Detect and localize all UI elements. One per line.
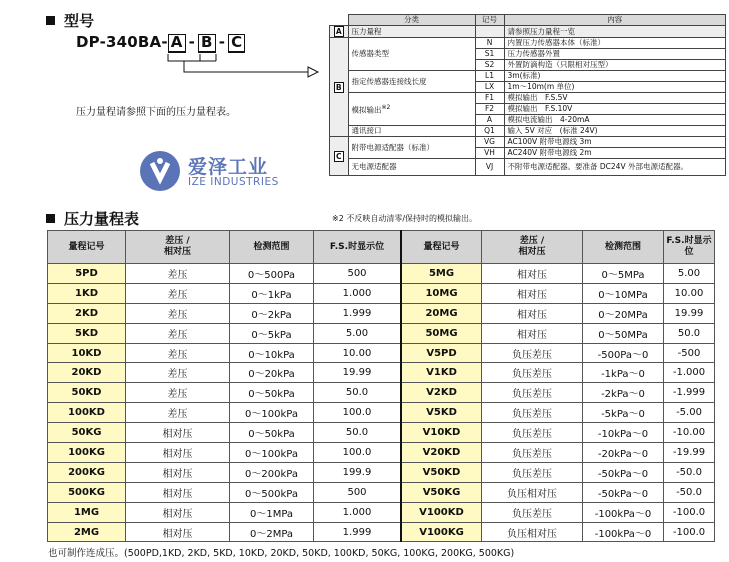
pressure-type-cell: 负压差压 <box>482 502 583 522</box>
fs-display-cell: -1.000 <box>664 363 715 383</box>
fs-display-cell: 19.99 <box>664 303 715 323</box>
detect-range-cell: 0～100kPa <box>230 443 314 463</box>
range-code-cell: 5MG <box>401 264 482 284</box>
bullet-square-icon <box>46 214 55 223</box>
table-row <box>48 423 715 443</box>
detect-range-cell: 0～5MPa <box>583 264 664 284</box>
pressure-type-cell: 相对压 <box>482 303 583 323</box>
range-code-cell: 5PD <box>48 264 126 284</box>
spec-category: 指定传感器连接线长度 <box>348 71 475 93</box>
detect-range-cell: 0～100kPa <box>230 403 314 423</box>
spec-code: F2 <box>475 104 504 115</box>
detect-range-cell: 0～10MPa <box>583 283 664 303</box>
spec-category: 传感器类型 <box>348 38 475 71</box>
range-code-cell: 50KD <box>48 383 126 403</box>
detect-range-cell: -20kPa～0 <box>583 443 664 463</box>
arrow-right-icon <box>308 67 318 77</box>
pressure-type-cell: 负压差压 <box>482 443 583 463</box>
pressure-type-cell: 差压 <box>126 264 230 284</box>
bullet-square-icon <box>46 16 55 25</box>
model-prefix: DP-340BA- <box>76 33 168 51</box>
header-type: 差压 / 相对压 <box>126 231 230 264</box>
range-code-cell: 50MG <box>401 323 482 343</box>
pressure-type-cell: 差压 <box>126 283 230 303</box>
fs-display-cell: 1.999 <box>314 522 402 542</box>
pressure-type-cell: 负压差压 <box>482 363 583 383</box>
fs-display-cell: 10.00 <box>314 343 402 363</box>
range-code-cell: 200KG <box>48 462 126 482</box>
detect-range-cell: 0～20kPa <box>230 363 314 383</box>
fs-display-cell: 50.0 <box>664 323 715 343</box>
table-row <box>48 443 715 463</box>
spec-code: F1 <box>475 93 504 104</box>
spec-content: 模拟输出 F.S.10V <box>504 104 726 115</box>
pressure-type-cell: 负压相对压 <box>482 522 583 542</box>
range-code-cell: 1MG <box>48 502 126 522</box>
spec-content: 3m(标准) <box>504 71 726 82</box>
range-code-cell: 500KG <box>48 482 126 502</box>
spec-code: N <box>475 38 504 49</box>
detect-range-cell: -50kPa～0 <box>583 482 664 502</box>
range-code-cell: 100KG <box>48 443 126 463</box>
slot-b: B <box>198 34 216 53</box>
fs-display-cell: -50.0 <box>664 482 715 502</box>
range-code-cell: V1KD <box>401 363 482 383</box>
spec-table <box>329 14 726 176</box>
detect-range-cell: 0～5kPa <box>230 323 314 343</box>
table-row <box>48 482 715 502</box>
header-type: 差压 / 相对压 <box>482 231 583 264</box>
range-code-cell: V50KG <box>401 482 482 502</box>
table-row <box>48 343 715 363</box>
spec-code: VH <box>475 148 504 159</box>
range-note: 压力量程请参照下面的压力量程表。 <box>76 107 236 118</box>
fs-display-cell: -1.999 <box>664 383 715 403</box>
fs-display-cell: 500 <box>314 264 402 284</box>
pressure-type-cell: 负压差压 <box>482 343 583 363</box>
header-fs-display: F.S.时显示位 <box>664 231 715 264</box>
detect-range-cell: 0～2MPa <box>230 522 314 542</box>
spec-content: 外置防滴构造（只限相对压型） <box>504 60 726 71</box>
pressure-type-cell: 相对压 <box>126 462 230 482</box>
range-code-cell: 2KD <box>48 303 126 323</box>
range-code-cell: 10KD <box>48 343 126 363</box>
spec-code: Q1 <box>475 126 504 137</box>
pressure-type-cell: 差压 <box>126 343 230 363</box>
fs-display-cell: 100.0 <box>314 443 402 463</box>
slot-c: C <box>228 34 245 53</box>
fs-display-cell: 10.00 <box>664 283 715 303</box>
range-table <box>47 230 715 542</box>
table-row <box>48 283 715 303</box>
pressure-type-cell: 相对压 <box>482 264 583 284</box>
table-row <box>48 502 715 522</box>
fs-display-cell: 50.0 <box>314 383 402 403</box>
fs-display-cell: 199.9 <box>314 462 402 482</box>
spec-content: 不附带电源适配器。要准备 DC24V 外部电源适配器。 <box>504 159 726 176</box>
range-code-cell: V20KD <box>401 443 482 463</box>
fs-display-cell: 19.99 <box>314 363 402 383</box>
header-range-code: 量程记号 <box>48 231 126 264</box>
spec-content: 压力传感器外置 <box>504 49 726 60</box>
fs-display-cell: 1.999 <box>314 303 402 323</box>
pressure-type-cell: 负压差压 <box>482 462 583 482</box>
pressure-type-cell: 相对压 <box>126 502 230 522</box>
table-row <box>48 403 715 423</box>
fs-display-cell: 100.0 <box>314 403 402 423</box>
spec-code: VG <box>475 137 504 148</box>
header-detect-range: 检测范围 <box>583 231 664 264</box>
header-fs-display: F.S.时显示位 <box>314 231 402 264</box>
pressure-type-cell: 差压 <box>126 303 230 323</box>
table-row <box>48 522 715 542</box>
model-code <box>76 33 245 53</box>
spec-row-c <box>330 159 726 176</box>
pressure-type-cell: 相对压 <box>126 522 230 542</box>
spec-content: 模拟电流输出 4-20mA <box>504 115 726 126</box>
fs-display-cell: -19.99 <box>664 443 715 463</box>
spec-category: 模拟输出$^{※2}$ <box>348 93 475 126</box>
spec-content: 请参照压力量程一览 <box>504 26 726 38</box>
pressure-type-cell: 相对压 <box>482 323 583 343</box>
fs-display-cell: -100.0 <box>664 522 715 542</box>
spec-category: 无电源适配器 <box>348 159 475 176</box>
detect-range-cell: 0～200kPa <box>230 462 314 482</box>
slot-a: A <box>168 34 186 53</box>
fs-display-cell: -50.0 <box>664 462 715 482</box>
spec-code: S1 <box>475 49 504 60</box>
footnote-mark: ※2 <box>381 103 391 111</box>
analog-footnote: ※2 不反映自动清零/保持时的模拟输出。 <box>332 214 478 223</box>
dash-2: - <box>218 33 226 51</box>
range-code-cell: 20MG <box>401 303 482 323</box>
table-row <box>48 264 715 284</box>
range-code-cell: 20KD <box>48 363 126 383</box>
pressure-type-cell: 相对压 <box>126 423 230 443</box>
spec-code: S2 <box>475 60 504 71</box>
spec-code: L1 <box>475 71 504 82</box>
bracket-arrow <box>160 52 320 82</box>
range-header-row <box>48 231 715 264</box>
header-detect-range: 检测范围 <box>230 231 314 264</box>
spec-content: 输入 5V 对应 (标准 24V) <box>504 126 726 137</box>
range-section-title: 压力量程表 <box>46 208 139 229</box>
header-range-code: 量程记号 <box>401 231 482 264</box>
range-code-cell: V100KD <box>401 502 482 522</box>
company-logo-icon <box>140 151 180 191</box>
spec-category: 附带电源适配器（标准） <box>348 137 475 159</box>
table-row <box>48 383 715 403</box>
range-code-cell: 50KG <box>48 423 126 443</box>
detect-range-cell: 0～20MPa <box>583 303 664 323</box>
fs-display-cell: -5.00 <box>664 403 715 423</box>
fs-display-cell: 1.000 <box>314 502 402 522</box>
pressure-type-cell: 负压差压 <box>482 403 583 423</box>
spec-category: 压力量程 <box>348 26 475 38</box>
spec-row-b <box>330 93 726 104</box>
range-code-cell: 10MG <box>401 283 482 303</box>
pressure-type-cell: 负压差压 <box>482 383 583 403</box>
range-code-cell: V5KD <box>401 403 482 423</box>
range-code-cell: 100KD <box>48 403 126 423</box>
detect-range-cell: -10kPa～0 <box>583 423 664 443</box>
pressure-type-cell: 相对压 <box>126 443 230 463</box>
table-row <box>48 323 715 343</box>
spec-row-b <box>330 126 726 137</box>
fs-display-cell: 500 <box>314 482 402 502</box>
detect-range-cell: 0～1kPa <box>230 283 314 303</box>
detect-range-cell: -500Pa～0 <box>583 343 664 363</box>
table-row <box>48 363 715 383</box>
detect-range-cell: 0～50kPa <box>230 423 314 443</box>
spec-content: 模拟输出 F.S.5V <box>504 93 726 104</box>
detect-range-cell: -100kPa～0 <box>583 502 664 522</box>
group-b-label: B <box>335 82 342 92</box>
spec-code: VJ <box>475 159 504 176</box>
spec-code: A <box>475 115 504 126</box>
fs-display-cell: 50.0 <box>314 423 402 443</box>
spec-content: AC100V 附带电源线 3m <box>504 137 726 148</box>
detect-range-cell: -50kPa～0 <box>583 462 664 482</box>
fs-display-cell: 5.00 <box>314 323 402 343</box>
detect-range-cell: -100kPa～0 <box>583 522 664 542</box>
detect-range-cell: 0～2kPa <box>230 303 314 323</box>
pressure-type-cell: 负压相对压 <box>482 482 583 502</box>
table-row <box>48 462 715 482</box>
pressure-type-cell: 负压差压 <box>482 423 583 443</box>
spec-category: 通讯接口 <box>348 126 475 137</box>
spec-code: LX <box>475 82 504 93</box>
detect-range-cell: 0～500Pa <box>230 264 314 284</box>
detect-range-cell: -5kPa～0 <box>583 403 664 423</box>
range-code-cell: V100KG <box>401 522 482 542</box>
range-code-cell: 5KD <box>48 323 126 343</box>
pressure-type-cell: 差压 <box>126 363 230 383</box>
logo-en: IZE INDUSTRIES <box>188 176 279 188</box>
spec-code <box>475 26 504 38</box>
detect-range-cell: 0～500kPa <box>230 482 314 502</box>
spec-content: AC240V 附带电源线 2m <box>504 148 726 159</box>
spec-row-a <box>330 26 726 38</box>
range-code-cell: V50KD <box>401 462 482 482</box>
fs-display-cell: -500 <box>664 343 715 363</box>
pressure-type-cell: 差压 <box>126 403 230 423</box>
pressure-type-cell: 相对压 <box>482 283 583 303</box>
range-table-body <box>48 264 715 542</box>
table-row <box>48 303 715 323</box>
range-code-cell: V2KD <box>401 383 482 403</box>
detect-range-cell: -2kPa～0 <box>583 383 664 403</box>
fs-display-cell: 5.00 <box>664 264 715 284</box>
pressure-type-cell: 相对压 <box>126 482 230 502</box>
group-c-label: C <box>335 151 342 161</box>
pressure-type-cell: 差压 <box>126 323 230 343</box>
spec-header-content: 内容 <box>504 15 726 26</box>
spec-header-category: 分类 <box>348 15 475 26</box>
logo-cn: 爱泽工业 <box>188 156 269 178</box>
detect-range-cell: 0～1MPa <box>230 502 314 522</box>
fs-display-cell: 1.000 <box>314 283 402 303</box>
detect-range-cell: 0～50MPa <box>583 323 664 343</box>
group-a-label: A <box>335 27 342 36</box>
range-code-cell: V10KD <box>401 423 482 443</box>
spec-header-code: 记号 <box>475 15 504 26</box>
bottom-note: 也可制作连成压。(500PD,1KD, 2KD, 5KD, 10KD, 20KD, 50KD, 100KD, 50KG, 100KG, 200KG, 500KG) <box>48 548 515 559</box>
pressure-type-cell: 差压 <box>126 383 230 403</box>
spec-row-b <box>330 71 726 82</box>
range-code-cell: 1KD <box>48 283 126 303</box>
model-section-title: 型号 <box>46 10 94 31</box>
dash-1: - <box>188 33 196 51</box>
detect-range-cell: 0～50kPa <box>230 383 314 403</box>
spec-row-c <box>330 137 726 148</box>
fs-display-cell: -10.00 <box>664 423 715 443</box>
range-code-cell: 2MG <box>48 522 126 542</box>
range-code-cell: V5PD <box>401 343 482 363</box>
spec-row-b <box>330 38 726 49</box>
fs-display-cell: -100.0 <box>664 502 715 522</box>
spec-content: 内置压力传感器本体（标准） <box>504 38 726 49</box>
spec-content: 1m～10m(m 单位) <box>504 82 726 93</box>
detect-range-cell: 0～10kPa <box>230 343 314 363</box>
detect-range-cell: -1kPa～0 <box>583 363 664 383</box>
